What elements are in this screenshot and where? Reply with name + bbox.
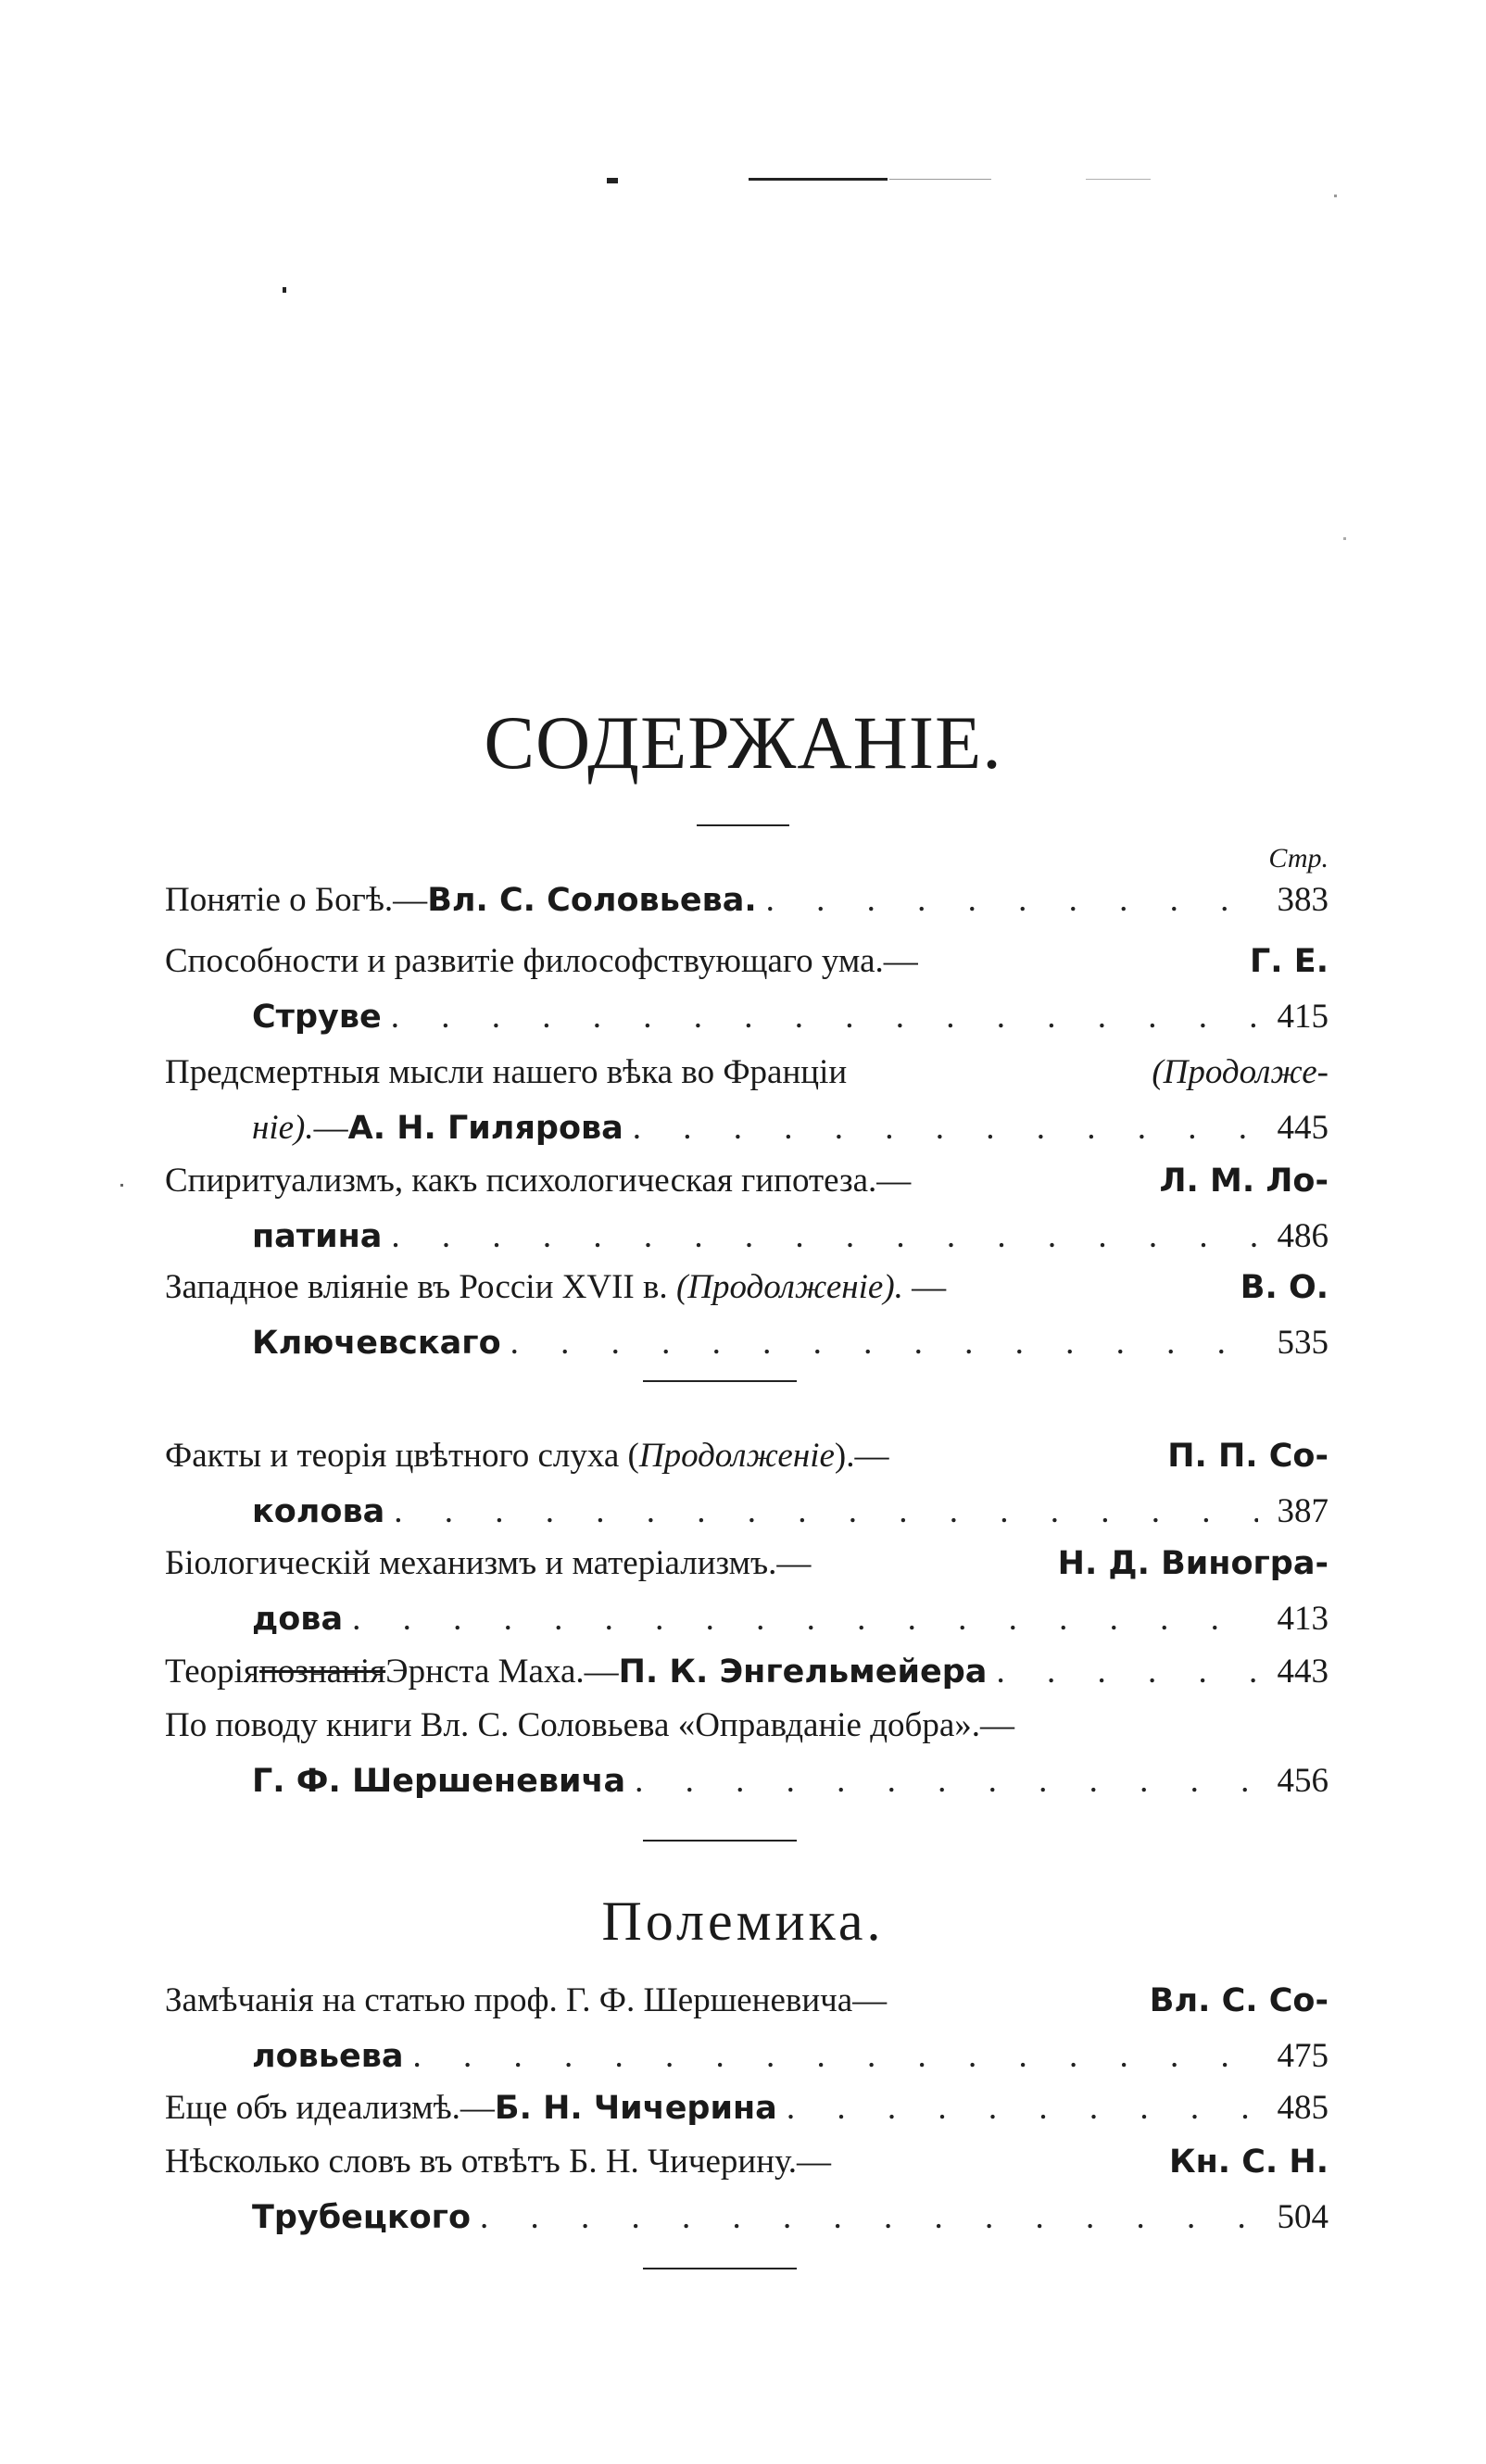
leader-dots [391,1209,1258,1264]
ink-rule-faint [1086,179,1151,180]
ink-speck [120,1184,123,1187]
ink-speck [1334,195,1337,197]
entry-title: Эрнста Маха.— [385,1653,619,1691]
entry-author: Кн. С. Н. [1168,2143,1329,2181]
entry-note: Продолженіе [638,1437,835,1475]
dash: ).— [834,1437,889,1475]
section-rule [643,1840,797,1842]
entry-author: Струве [252,999,382,1036]
toc-entry [165,873,1329,928]
leader-dots [766,873,1258,928]
entry-note: (Продолженіе). [675,1268,903,1306]
page-column-header: Стр. [1268,843,1329,874]
page-number: 443 [1277,1653,1329,1691]
page-number: 383 [1277,881,1329,919]
entry-title: Спиритуализмъ, какъ психологическая гипотеза.— [165,1162,912,1200]
entry-author: Вл. С. Соловьева. [427,882,757,919]
leader-dots [635,1754,1258,1809]
page-number: 413 [1277,1600,1329,1638]
ink-mark [607,178,618,183]
toc-entry [165,1698,1329,1809]
leader-dots [394,1484,1258,1540]
section-heading: Полемика. [601,1891,885,1952]
leader-dots [996,1644,1258,1700]
toc-entry [165,1045,1329,1156]
section-rule [643,2268,797,2269]
leader-dots [787,2081,1258,2136]
entry-title: Предсмертныя мысли нашего вѣка во Франціи [165,1053,848,1091]
entry-title: Теорія [165,1653,259,1691]
entry-title: Понятіе о Богѣ.— [165,881,428,919]
entry-title: Западное вліяніе въ Россіи XVII в. [165,1268,676,1306]
page-number: 485 [1277,2089,1329,2127]
toc-entry [165,1536,1329,1647]
entry-title: По поводу книги Вл. С. Соловьева «Оправданіе добра».— [165,1706,1015,1744]
entry-author: В. О. [1240,1269,1329,1306]
entry-author: Г. Е. [1250,943,1329,980]
entry-author: Н. Д. Виногра- [1057,1545,1329,1582]
leader-dots [412,2029,1258,2084]
leader-dots [391,989,1258,1045]
page-number: 535 [1277,1324,1329,1362]
toc-entry [165,2134,1329,2245]
page-number: 387 [1277,1492,1329,1530]
entry-title-struck: познанія [258,1653,386,1691]
entry-author: Л. М. Ло- [1159,1163,1329,1200]
page-number: 445 [1277,1109,1329,1147]
leader-dots [352,1591,1258,1647]
entry-author: ловьева [252,2038,404,2075]
ink-speck [283,287,286,293]
entry-author: Г. Ф. Шершеневича [252,1763,626,1800]
entry-author: дова [252,1601,344,1638]
entry-title: Факты и теорія цвѣтного слуха ( [165,1437,639,1475]
entry-author: Вл. С. Со- [1149,1982,1329,2019]
title-rule [697,824,789,826]
ink-speck [1343,537,1346,540]
toc-entry [165,2081,1329,2136]
toc-entry [165,1644,1329,1700]
toc-entry [165,934,1329,1045]
section-rule [643,1380,797,1382]
leader-dots [510,1315,1258,1371]
page-number: 415 [1277,998,1329,1036]
ink-rule-fragment [749,178,888,181]
entry-title: Біологическій механизмъ и матеріализмъ.— [165,1544,812,1582]
entry-author: П. П. Со- [1167,1438,1329,1475]
entry-author: П. К. Энгельмейера [618,1653,988,1691]
page-number: 475 [1277,2037,1329,2075]
toc-entry [165,1428,1329,1540]
page-number: 504 [1277,2198,1329,2236]
entry-title: Способности и развитіе философствующаго ума.— [165,942,918,980]
entry-author: Трубецкого [252,2199,471,2236]
toc-entry [165,1153,1329,1264]
entry-title: Еще объ идеализмѣ.— [165,2089,495,2127]
entry-author: А. Н. Гилярова [347,1110,623,1147]
entry-note: (Продолже- [1152,1053,1329,1091]
entry-author: Ключевскаго [252,1325,501,1362]
entry-note: ніе). [252,1109,314,1147]
page-number: 456 [1277,1762,1329,1800]
entry-title: Нѣсколько словъ въ отвѣтъ Б. Н. Чичерину.— [165,2143,832,2181]
entry-author: Б. Н. Чичерина [494,2090,777,2127]
leader-dots [633,1100,1258,1156]
page-number: 486 [1277,1217,1329,1255]
ink-rule-faint [889,179,991,180]
dash: — [902,1268,947,1306]
entry-title: Замѣчанія на статью проф. Г. Ф. Шершеневича— [165,1981,888,2019]
toc-entry [165,1260,1329,1371]
toc-entry [165,1973,1329,2084]
dash: — [313,1109,348,1147]
leader-dots [480,2190,1258,2245]
entry-author: колова [252,1493,385,1530]
entry-author: патина [252,1218,383,1255]
page-title: СОДЕРЖАНІЕ. [484,700,1002,785]
